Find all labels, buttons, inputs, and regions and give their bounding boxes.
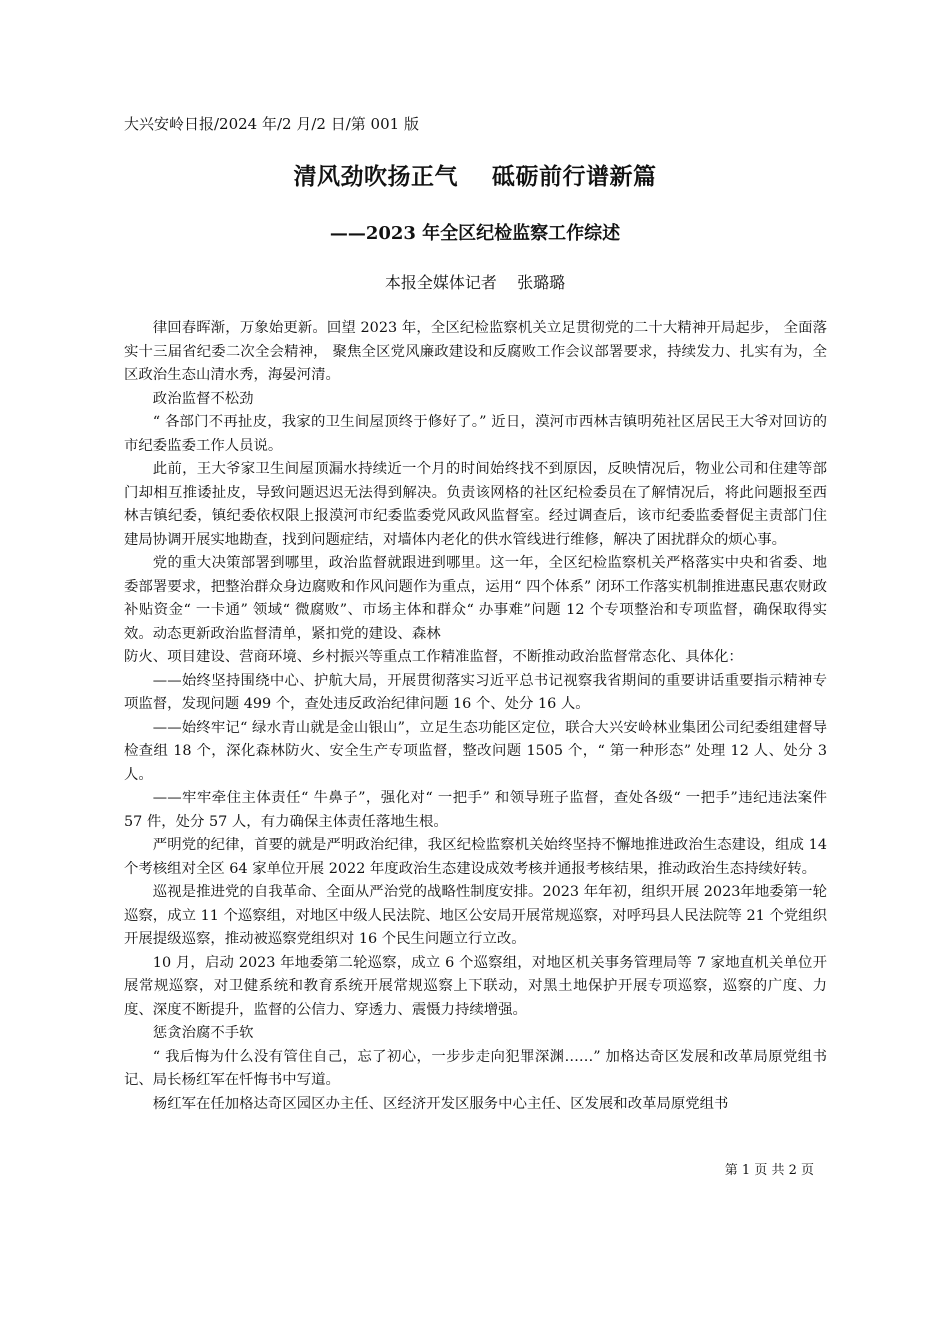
paragraph: 党的重大决策部署到哪里，政治监督就跟进到哪里。这一年，全区纪检监察机关严格落实中央和省委、地委部署要求，把整治群众身边腐败和作风问题作为重点，运用“ 四个体系” 闭环工作落实机制推进惠民惠农财政补贴资金“ 一卡通” 领域“ 微腐败”、市场主体和群众“ 办事难”问题 12 个专项整治和专项监督，确保取得实效。动态更新政治监督清单，紧扣党的建设、森林 [124, 555, 827, 642]
article-body [124, 317, 827, 1116]
byline: 本报全媒体记者 张璐璐 [384, 273, 566, 292]
source-line: 大兴安岭日报/2024 年/2 月/2 日/第 001 版 [124, 115, 419, 133]
paragraph: 严明党的纪律，首要的就是严明政治纪律，我区纪检监察机关始终坚持不懈地推进政治生态建设，组成 14 个考核组对全区 64 家单位开展 2022 年度政治生态建设成效考核并通报考核结果，推动政治生态持续好转。 [124, 837, 827, 877]
page-number-footer: 第 1 页 共 2 页 [724, 1163, 814, 1178]
article-title: 清风劲吹扬正气 砥砺前行谱新篇 [293, 164, 657, 190]
paragraph-list-item: ——牢牢牵住主体责任“ 牛鼻子”，强化对“ 一把手” 和领导班子监督，查处各级“ 一把手”违纪违法案件 57 件，处分 57 人，有力确保主体责任落地生根。 [124, 790, 827, 830]
paragraph-continuation: 防火、项目建设、营商环境、乡村振兴等重点工作精准监督，不断推动政治监督常态化、具体化： [124, 649, 743, 665]
paragraph-list-item: ——始终牢记“ 绿水青山就是金山银山”，立足生态功能区定位，联合大兴安岭林业集团公司纪委组建督导检查组 18 个，深化森林防火、安全生产专项监督，整改问题 1505 个，“ 第一种形态” 处理 12 人、处分 3 人。 [124, 719, 827, 783]
article-subtitle: ——2023 年全区纪检监察工作综述 [329, 223, 621, 244]
paragraph: “ 各部门不再扯皮，我家的卫生间屋顶终于修好了。” 近日，漠河市西林吉镇明苑社区居民王大爷对回访的市纪委监委工作人员说。 [124, 414, 827, 454]
paragraph: “ 我后悔为什么没有管住自己，忘了初心，一步步走向犯罪深渊……” 加格达奇区发展和改革局原党组书记、局长杨红军在忏悔书中写道。 [124, 1048, 827, 1088]
paragraph: 杨红军在任加格达奇区园区办主任、区经济开发区服务中心主任、区发展和改革局原党组书 [152, 1095, 729, 1112]
paragraph: 巡视是推进党的自我革命、全面从严治党的战略性制度安排。2023 年年初，组织开展 2023年地委第一轮巡察，成立 11 个巡察组，对地区中级人民法院、地区公安局开展常规巡察，对呼玛县人民法院等 21 个党组织开展提级巡察，推动被巡察党组织对 16 个民生问题立行立改。 [124, 884, 827, 947]
section-heading-anti-corruption: 惩贪治腐不手软 [152, 1025, 254, 1041]
paragraph: 此前，王大爷家卫生间屋顶漏水持续近一个月的时间始终找不到原因，反映情况后，物业公司和住建等部门却相互推诿扯皮，导致问题迟迟无法得到解决。负责该网格的社区纪检委员在了解情况后，将此问题报至西林吉镇纪委，镇纪委依权限上报漠河市纪委监委党风政风监督室。经过调查后，该市纪委监委督促主责部门住建局协调开展实地勘查，找到问题症结，对墙体内老化的供水管线进行维修，解决了困扰群众的烦心事。 [124, 461, 827, 548]
paragraph: 10 月，启动 2023 年地委第二轮巡察，成立 6 个巡察组，对地区机关事务管理局等 7 家地直机关单位开展常规巡察，对卫健系统和教育系统开展常规巡察上下联动，对黑土地保护开展专项巡察，巡察的广度、力度、深度不断提升，监督的公信力、穿透力、震慑力持续增强。 [124, 954, 827, 1018]
paragraph-list-item: ——始终坚持围绕中心、护航大局，开展贯彻落实习近平总书记视察我省期间的重要讲话重要指示精神专项监督，发现问题 499 个，查处违反政治纪律问题 16 个、处分 16 人。 [124, 672, 827, 712]
section-heading-political-supervision: 政治监督不松劲 [152, 390, 254, 407]
paragraph-intro: 律回春晖渐，万象始更新。回望 2023 年，全区纪检监察机关立足贯彻党的二十大精神开局起步， 全面落实十三届省纪委二次全会精神， 聚焦全区党风廉政建设和反腐败工作会议部署要求，持续发力、扎实有为，全区政治生态山清水秀，海晏河清。 [124, 320, 827, 383]
